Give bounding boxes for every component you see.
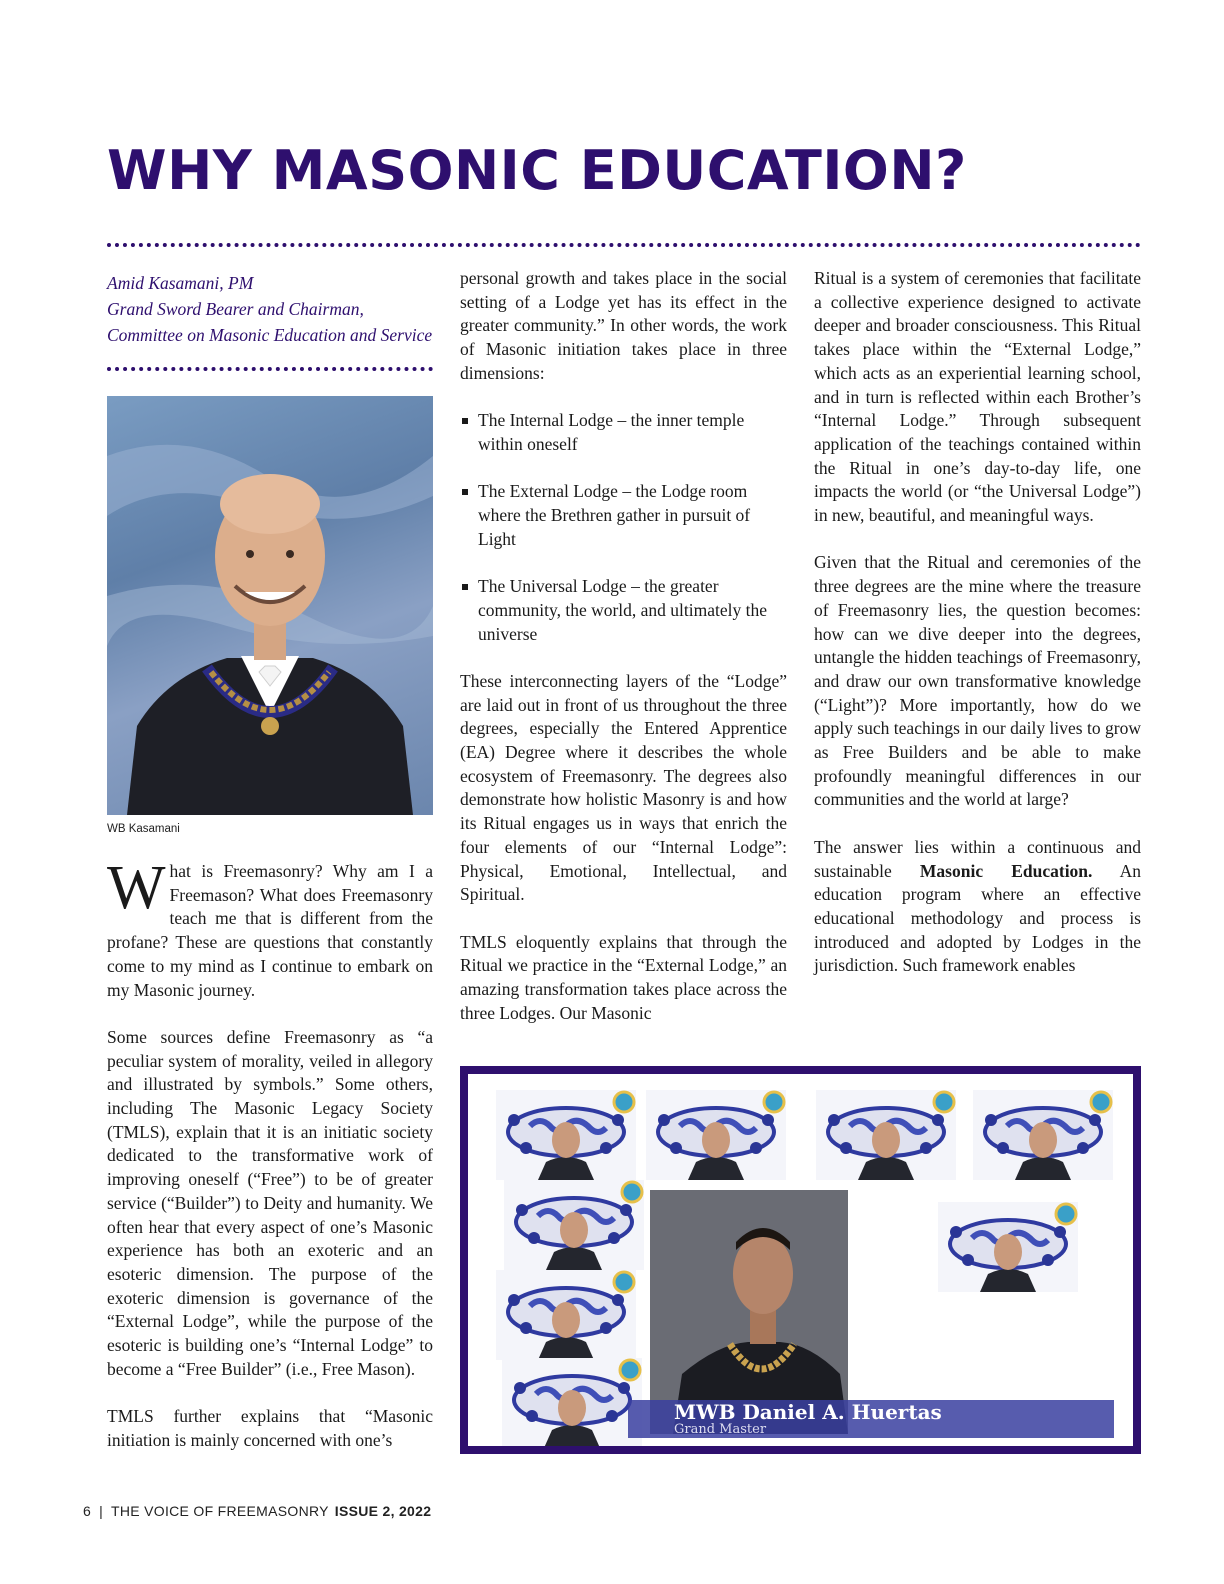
article-column-3 [814,267,1141,978]
grand-master-name: MWB Daniel A. Huertas [674,1400,942,1424]
collage-illustration [468,1074,1133,1446]
three-lodges-list [460,409,787,646]
grand-master-title: Grand Master [674,1422,767,1437]
list-item: The External Lodge – the Lodge room where the Brethren gather in pursuit of Light [460,480,787,551]
photo-caption: WB Kasamani [107,823,180,835]
article-paragraph: personal growth and takes place in the social setting of a Lodge yet has its effect in the greater community.” In other words, the work of Masonic initiation takes place in three dimensions: [460,268,787,383]
page-number: 6 [83,1503,92,1519]
author-photo [107,396,433,815]
text-run: An education program where an effective educational methodology and process is introduced and adopted by Lodges in the jurisdiction. Such framework enables [814,860,1141,976]
list-item: The Internal Lodge – the inner temple within oneself [460,409,787,456]
author-name: Amid Kasamani, PM [107,273,254,293]
publication-name: THE VOICE OF FREEMASONRY [111,1503,329,1519]
title-divider [107,243,1141,247]
issue-label: ISSUE 2, 2022 [334,1503,432,1519]
article-paragraph: These interconnecting layers of the “Lodge” are laid out in front of us throughout the three degrees, especially the Entered Apprentice (EA) Degree where it describes the whole ecosystem of Freemasonry. The degrees also demonstrate how holistic Masonry is and how its Ritual engages us in ways that enrich the four elements of our “Internal Lodge”: Physical, Emotional, Intellectual, and Spiritual. [460,670,787,905]
intro-text: hat is Freemasonry? Why am I a Freemason? What does Freemasonry teach me that is different from the profane? These are questions that constantly come to my mind as I continue to embark on my Masonic journey. [107,861,433,1000]
drop-cap: W [107,854,166,922]
author-role-line1: Grand Sword Bearer and Chairman, [107,299,364,319]
byline [107,270,437,348]
list-item: The Universal Lodge – the greater community, the world, and ultimately the universe [460,575,787,646]
emphasis-text: Masonic Education. [919,860,1093,881]
footer-separator: | [99,1503,104,1519]
text-run: The answer lies within a continuous and sustainable [814,836,1141,881]
article-paragraph [107,854,433,1002]
article-paragraph: Some sources define Freemasonry as “a peculiar system of morality, veiled in allegory and illustrated by symbols.” Some others, including The Masonic Legacy Society (TMLS), explain that it is an initiatic society dedicated to the transformative work of improving oneself (“Free”) to be of greater service (“Builder”) to Deity and humanity. We often hear that every aspect of one’s Masonic experience has both an exoteric and an esoteric dimension. The purpose of the exoteric dimension is governance of the “External Lodge”, while the purpose of the esoteric is building one’s “Internal Lodge” to become a “Free Builder” (i.e., Free Mason). [107,1026,433,1379]
video-conference-collage [460,1066,1141,1454]
article-paragraph: Given that the Ritual and ceremonies of the three degrees are the mine where the treasure of Freemasonry lies, the question becomes: how can we dive deeper into the degrees, untangle the hidden teachings of Freemasonry, and draw our own transformative knowledge (“Light”)? More importantly, how do we apply such teachings in our daily lives to grow as Free Builders and be able to make profoundly meaningful differences in our communities and the world at large? [814,552,1141,810]
article-paragraph: Ritual is a system of ceremonies that facilitate a collective experience designed to activate deeper and broader consciousness. This Ritual takes place within the “External Lodge,” which acts as an experiential learning school, and in turn is reflected within each Brother’s “Internal Lodge.” Through subsequent application of the teachings contained within the Ritual in one’s day-to-day life, one impacts the world (or “the Universal Lodge”) in new, beautiful, and meaningful ways. [814,268,1141,526]
article-paragraph: TMLS further explains that “Masonic initiation is mainly concerned with one’s [107,1406,433,1450]
article-paragraph [814,836,1141,978]
article-column-1 [107,854,433,1453]
page-footer [83,1503,431,1519]
page-title: WHY MASONIC EDUCATION? [107,139,967,202]
author-role-line2: Committee on Masonic Education and Service [107,325,433,345]
article-column-2 [460,267,787,1025]
byline-divider [107,367,433,371]
article-paragraph: TMLS eloquently explains that through the Ritual we practice in the “External Lodge,” an amazing transformation takes place across the three Lodges. Our Masonic [460,931,787,1023]
portrait-illustration [107,396,433,815]
